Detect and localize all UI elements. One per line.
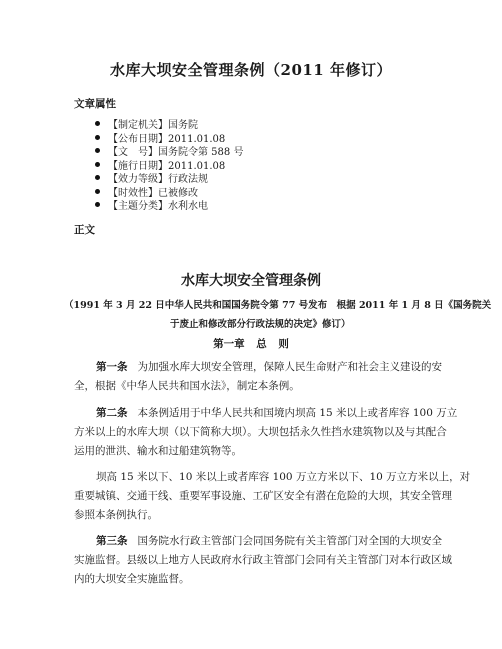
attribute-text: 【施行日期】2011.01.08	[108, 161, 226, 172]
article-line: 实施监督。县级以上地方人民政府水行政主管部门会同有关主管部门对本行政区域	[74, 554, 452, 566]
bullet-icon	[95, 189, 100, 194]
bullet-icon	[95, 121, 100, 126]
attribute-item	[95, 143, 243, 158]
article-line: 内的大坝安全实施监督。	[74, 573, 190, 585]
article-line	[96, 533, 442, 548]
law-title: 水库大坝安全管理条例	[181, 273, 321, 289]
bullet-icon	[95, 202, 100, 207]
chapter-heading: 第一章 总 则	[213, 338, 289, 350]
article-text: 国务院水行政主管部门会同国务院有关主管部门对全国的大坝安全	[137, 535, 442, 547]
attribute-item	[95, 170, 208, 185]
attribute-text: 【文 号】国务院令第 588 号	[108, 147, 244, 158]
bullet-icon	[95, 175, 100, 180]
article-line	[96, 405, 457, 420]
attribute-text: 【制定机关】国务院	[108, 120, 198, 131]
article-line: 全，根据《中华人民共和国水法》，制定本条例。	[74, 380, 300, 392]
article-text: 本条例适用于中华人民共和国境内坝高 15 米以上或者库容 100 万立	[137, 407, 458, 419]
article-label: 第一条	[96, 361, 128, 373]
attribute-item	[95, 116, 198, 131]
section-heading-body: 正文	[74, 224, 95, 236]
attribute-text: 【主题分类】水利水电	[108, 201, 208, 212]
bullet-icon	[95, 135, 100, 140]
bullet-icon	[95, 162, 100, 167]
article-label: 第二条	[96, 407, 128, 419]
law-note-line: （1991 年 3 月 22 日中华人民共和国国务院令第 77 号发布 根据 2011 年 1 月 8 日《国务院关	[64, 300, 492, 311]
article-line: 运用的泄洪、输水和过船建筑物等。	[74, 445, 242, 457]
attribute-text: 【公布日期】2011.01.08	[108, 134, 226, 145]
bullet-icon	[95, 148, 100, 153]
article-line: 重要城镇、交通干线、重要军事设施、工矿区安全有潜在危险的大坝，其安全管理	[74, 490, 452, 502]
attribute-item	[95, 197, 208, 212]
article-line: 参照本条例执行。	[74, 509, 158, 521]
article-text: 为加强水库大坝安全管理，保障人民生命财产和社会主义建设的安	[137, 361, 442, 373]
attribute-text: 【效力等级】行政法规	[108, 174, 208, 185]
article-label: 第三条	[96, 535, 128, 547]
article-line	[96, 359, 442, 374]
attribute-text: 【时效性】已被修改	[108, 188, 198, 199]
law-note-line: 于废止和修改部分行政法规的决定》修订）	[170, 319, 351, 330]
document-title: 水库大坝安全管理条例（2011 年修订）	[110, 61, 392, 79]
section-heading-attributes: 文章属性	[74, 98, 116, 110]
article-line: 方米以上的水库大坝（以下简称大坝）。大坝包括永久性挡水建筑物以及与其配合	[74, 426, 447, 438]
article-line: 坝高 15 米以下、10 米以上或者库容 100 万立方米以下、10 万立方米以上，对	[96, 471, 471, 483]
